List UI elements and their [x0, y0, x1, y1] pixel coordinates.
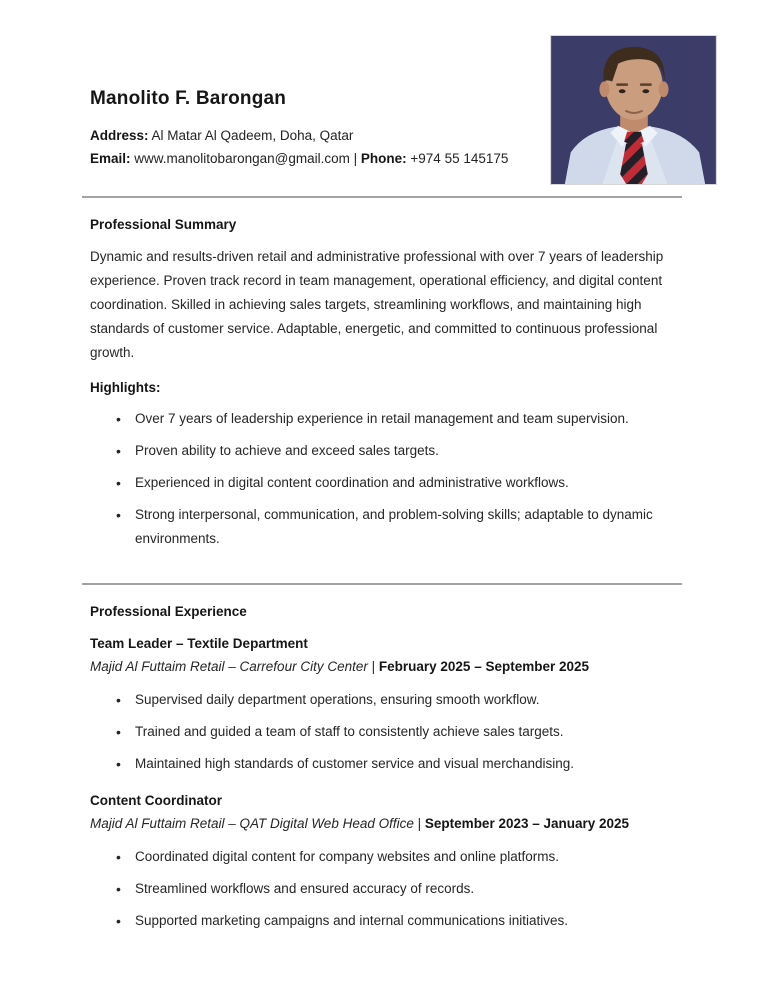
- job-subtitle: [90, 655, 676, 678]
- list-item: • Supervised daily department operations, ensuring smooth workflow.: [90, 688, 676, 712]
- list-item: • Maintained high standards of customer service and visual merchandising.: [90, 752, 676, 776]
- phone-label: Phone:: [360, 151, 407, 166]
- portrait-photo-graphic: [551, 36, 716, 184]
- job-entry-content-coordinator: [90, 790, 676, 933]
- job-subtitle: [90, 812, 676, 835]
- highlights-heading: Highlights:: [90, 380, 161, 395]
- job-bullet-list: [90, 688, 676, 776]
- job-bullet-list: [90, 845, 676, 933]
- job-dates: February 2025 – September 2025: [378, 659, 590, 674]
- job-dates: September 2023 – January 2025: [424, 816, 630, 831]
- email-value: www.manolitobarongan@gmail.com: [134, 151, 350, 166]
- list-item: • Trained and guided a team of staff to consistently achieve sales targets.: [90, 720, 676, 744]
- list-item: • Supported marketing campaigns and internal communications initiatives.: [90, 909, 676, 933]
- address-value: Al Matar Al Qadeem, Doha, Qatar: [151, 128, 354, 143]
- list-item: • Over 7 years of leadership experience in retail management and team supervision.: [90, 407, 676, 431]
- experience-heading: Professional Experience: [90, 604, 247, 619]
- section-divider: [82, 196, 682, 198]
- email-label: Email:: [90, 151, 131, 166]
- list-item: • Streamlined workflows and ensured accuracy of records.: [90, 877, 676, 901]
- list-item: • Experienced in digital content coordination and administrative workflows.: [90, 471, 676, 495]
- portrait-photo: [550, 35, 717, 185]
- section-divider: [82, 583, 682, 585]
- list-item: • Coordinated digital content for company websites and online platforms.: [90, 845, 676, 869]
- job-company: Majid Al Futtaim Retail – QAT Digital Web Head Office: [90, 816, 414, 831]
- list-item: • Strong interpersonal, communication, and problem-solving skills; adaptable to dynamic environments.: [90, 503, 676, 551]
- job-separator: |: [371, 659, 376, 674]
- job-company: Majid Al Futtaim Retail – Carrefour City Center: [90, 659, 368, 674]
- phone-value: +974 55 145175: [410, 151, 509, 166]
- job-separator: |: [417, 816, 422, 831]
- candidate-name: Manolito F. Barongan: [90, 88, 287, 109]
- job-entry-team-leader: [90, 633, 676, 776]
- job-title: Team Leader – Textile Department: [90, 636, 308, 651]
- address-label: Address:: [90, 128, 149, 143]
- summary-paragraph: Dynamic and results-driven retail and administrative professional with over 7 years of leadership experience. Proven track record in team management, operational efficiency, and digital content coordination. Skilled in achieving sales targets, streamlining workflows, and maintaining high standards of customer service. Adaptable, energetic, and committed to continuous professional growth.: [90, 249, 664, 360]
- contact-separator: |: [353, 151, 358, 166]
- summary-heading: Professional Summary: [90, 217, 237, 232]
- highlights-list: [90, 407, 676, 551]
- list-item: • Proven ability to achieve and exceed sales targets.: [90, 439, 676, 463]
- job-title: Content Coordinator: [90, 793, 222, 808]
